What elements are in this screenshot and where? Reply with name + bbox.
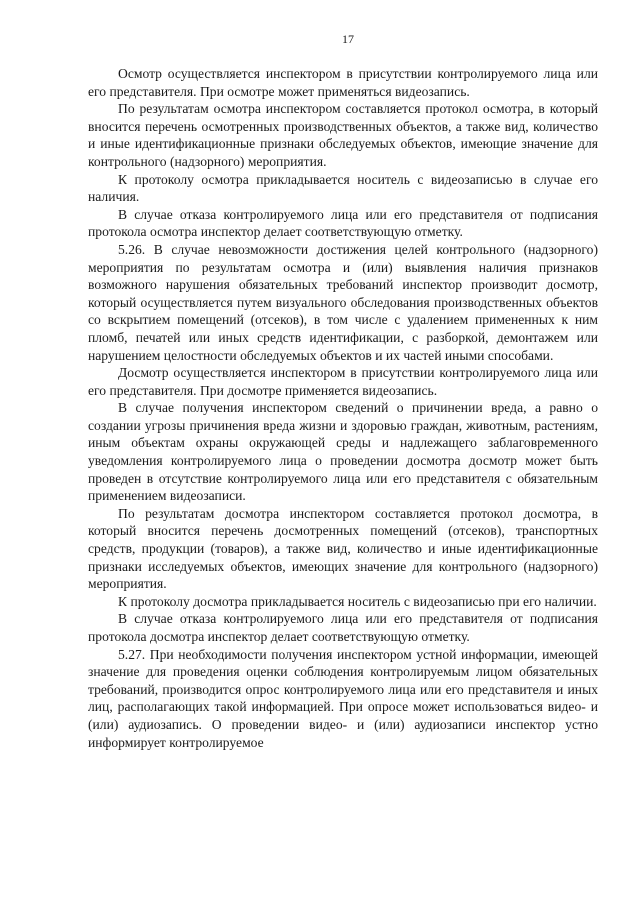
paragraph-inspection-protocol: По результатам осмотра инспектором составляется протокол осмотра, в который вносится перечень осмотренных производственных объектов, а также вид, количество и иные идентификационные признаки обследуемых объектов, имеющие значение для контрольного (надзорного) мероприятия.	[88, 101, 598, 169]
paragraph-search-video-media: К протоколу досмотра прикладывается носитель с видеозаписью при его наличии.	[118, 593, 597, 609]
body-text	[88, 65, 598, 751]
paragraph-search-harm: В случае получения инспектором сведений о причинении вреда, а равно о создании угрозы причинения вреда жизни и здоровью граждан, животным, растениям, иным объектам охраны окружающей среды и надлежащего заблаговременного уведомления контролируемого лица о проведении досмотра досмотр может быть проведен в отсутствие контролируемого лица или его представителя с обязательным применением видеозаписи.	[88, 400, 598, 504]
paragraph-search-protocol: По результатам досмотра инспектором составляется протокол досмотра, в который вносится перечень досмотренных помещений (отсеков), транспортных средств, продукции (товаров), а также вид, количество и иные идентификационные признаки исследуемых объектов, имеющих значение для контрольного (надзорного) мероприятия.	[88, 505, 598, 592]
paragraph-search-refusal: В случае отказа контролируемого лица или его представителя от подписания протокола досмотра инспектор делает соответствующую отметку.	[88, 611, 598, 644]
page-number: 17	[342, 32, 354, 46]
paragraph-inspection-refusal: В случае отказа контролируемого лица или его представителя от подписания протокола осмотра инспектор делает соответствующую отметку.	[88, 206, 598, 240]
paragraph-inspection-presence: Осмотр осуществляется инспектором в присутствии контролируемого лица или его представителя. При осмотре может применяться видеозапись.	[88, 66, 598, 99]
paragraph-clause-5-27: 5.27. При необходимости получения инспектором устной информации, имеющей значение для проведения оценки соблюдения контролируемым лицом обязательных требований, производится опрос контролируемого лица или его представителя и иных лиц, располагающих такой информацией. При опросе может использоваться видео- и (или) аудиозапись. О проведении видео- и (или) аудиозаписи инспектор устно информирует контролируемое	[88, 646, 598, 750]
paragraph-inspection-video-media: К протоколу осмотра прикладывается носитель с видеозаписью в случае его наличия.	[88, 171, 598, 205]
paragraph-search-presence: Досмотр осуществляется инспектором в присутствии контролируемого лица или его представителя. При досмотре применяется видеозапись.	[88, 365, 598, 398]
paragraph-clause-5-26: 5.26. В случае невозможности достижения целей контрольного (надзорного) мероприятия по результатам осмотра и (или) выявления наличия признаков возможного нарушения обязательных требований инспектор производит досмотр, который осуществляется путем визуального обследования производственных объектов со вскрытием помещений (отсеков), в том числе с удалением примененных к ним пломб, печатей или иных средств идентификации, с разборкой, демонтажем или нарушением целостности обследуемых объектов и их частей иными способами.	[88, 241, 598, 363]
